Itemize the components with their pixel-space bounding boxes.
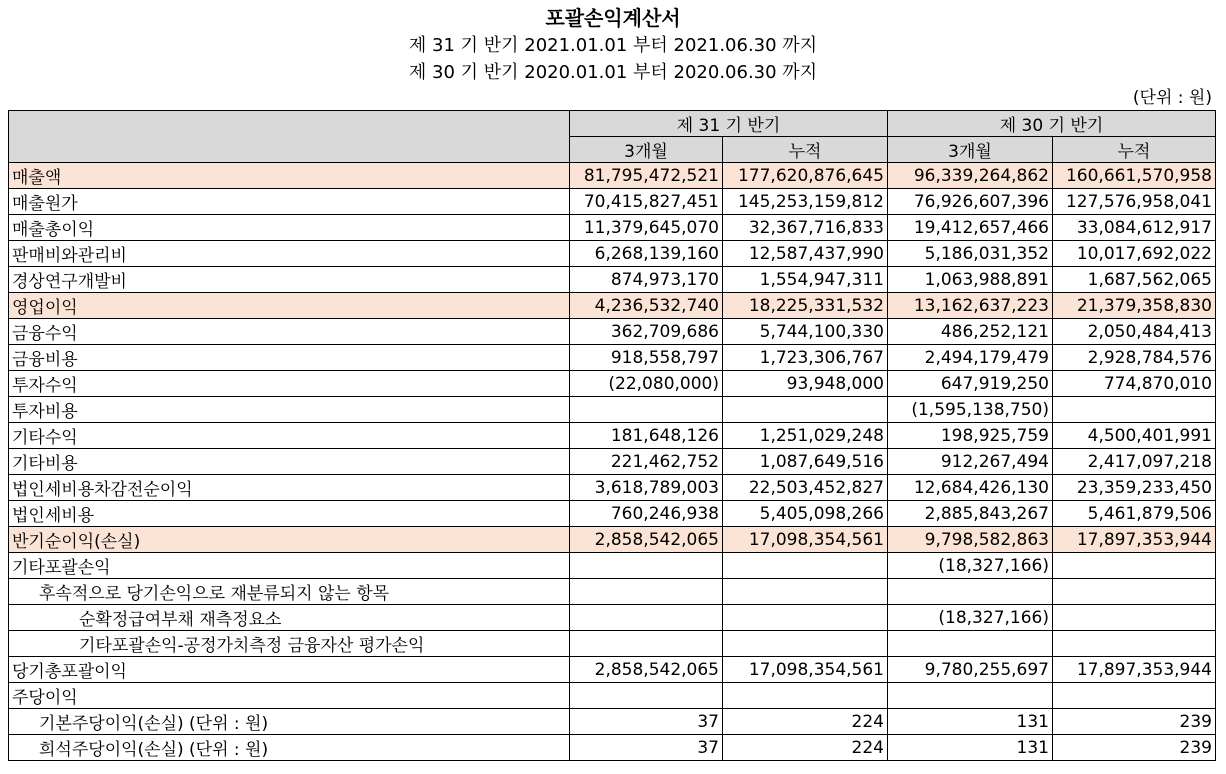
cell-pri-cum: 2,928,784,576: [1053, 345, 1216, 371]
cell-cur-3m: 2,858,542,065: [570, 657, 723, 683]
table-row: [9, 397, 1216, 423]
row-label: 후속적으로 당기손익으로 재분류되지 않는 항목: [9, 579, 570, 605]
cell-pri-3m: 76,926,607,396: [888, 189, 1053, 215]
cell-cur-3m: [570, 631, 723, 657]
group-prior-header: 제 30 기 반기: [888, 111, 1216, 137]
cell-cur-cum: [723, 397, 888, 423]
cell-cur-3m: 6,268,139,160: [570, 241, 723, 267]
table-row: [9, 215, 1216, 241]
cell-pri-3m: 13,162,637,223: [888, 293, 1053, 319]
table-row: [9, 683, 1216, 709]
cell-pri-3m: 912,267,494: [888, 449, 1053, 475]
row-label: 투자비용: [9, 397, 570, 423]
table-row: [9, 293, 1216, 319]
cell-pri-cum: 5,461,879,506: [1053, 501, 1216, 527]
cell-pri-cum: 774,870,010: [1053, 371, 1216, 397]
cell-cur-cum: [723, 579, 888, 605]
cell-pri-cum: [1053, 397, 1216, 423]
table-row: [9, 423, 1216, 449]
cell-pri-cum: [1053, 683, 1216, 709]
header-row-groups: [9, 111, 1216, 137]
row-label: 매출총이익: [9, 215, 570, 241]
table-row: [9, 189, 1216, 215]
cell-pri-3m: 1,063,988,891: [888, 267, 1053, 293]
cell-cur-3m: 760,246,938: [570, 501, 723, 527]
row-label: 판매비와관리비: [9, 241, 570, 267]
row-label: 기타포괄손익: [9, 553, 570, 579]
cell-pri-3m: 131: [888, 709, 1053, 735]
cell-pri-cum: 4,500,401,991: [1053, 423, 1216, 449]
table-row: [9, 449, 1216, 475]
cell-cur-cum: 17,098,354,561: [723, 527, 888, 553]
row-label: 주당이익: [9, 683, 570, 709]
cell-cur-cum: [723, 553, 888, 579]
prior-cum-header: 누적: [1053, 137, 1216, 163]
row-label: 기타수익: [9, 423, 570, 449]
row-label: 금융수익: [9, 319, 570, 345]
cell-cur-3m: [570, 553, 723, 579]
current-cum-header: 누적: [723, 137, 888, 163]
cell-pri-3m: (18,327,166): [888, 553, 1053, 579]
cell-cur-cum: 177,620,876,645: [723, 163, 888, 189]
cell-cur-cum: 22,503,452,827: [723, 475, 888, 501]
cell-pri-3m: 2,885,843,267: [888, 501, 1053, 527]
cell-cur-cum: 224: [723, 709, 888, 735]
cell-cur-cum: [723, 605, 888, 631]
cell-cur-cum: 224: [723, 735, 888, 761]
cell-cur-3m: 2,858,542,065: [570, 527, 723, 553]
cell-pri-3m: [888, 683, 1053, 709]
row-label: 기타비용: [9, 449, 570, 475]
table-row: [9, 475, 1216, 501]
table-row: [9, 605, 1216, 631]
cell-cur-cum: 1,723,306,767: [723, 345, 888, 371]
cell-cur-3m: 4,236,532,740: [570, 293, 723, 319]
cell-pri-3m: [888, 631, 1053, 657]
cell-pri-cum: 1,687,562,065: [1053, 267, 1216, 293]
row-label: 기본주당이익(손실) (단위 : 원): [9, 709, 570, 735]
statement-body: [9, 163, 1216, 761]
cell-pri-cum: 127,576,958,041: [1053, 189, 1216, 215]
income-statement-table: [8, 110, 1216, 761]
cell-cur-cum: 32,367,716,833: [723, 215, 888, 241]
table-row: [9, 631, 1216, 657]
table-row: [9, 345, 1216, 371]
cell-pri-3m: 486,252,121: [888, 319, 1053, 345]
cell-cur-cum: 17,098,354,561: [723, 657, 888, 683]
unit-label: (단위 : 원): [1132, 88, 1212, 108]
cell-pri-3m: 96,339,264,862: [888, 163, 1053, 189]
group-current-header: 제 31 기 반기: [570, 111, 888, 137]
cell-cur-3m: 37: [570, 709, 723, 735]
row-label: 반기순이익(손실): [9, 527, 570, 553]
row-label: 법인세비용차감전순이익: [9, 475, 570, 501]
table-row: [9, 501, 1216, 527]
cell-cur-cum: 1,554,947,311: [723, 267, 888, 293]
table-row: [9, 371, 1216, 397]
cell-pri-cum: [1053, 605, 1216, 631]
cell-cur-3m: 11,379,645,070: [570, 215, 723, 241]
account-header: [9, 111, 570, 163]
cell-cur-cum: 1,251,029,248: [723, 423, 888, 449]
row-label: 법인세비용: [9, 501, 570, 527]
row-label: 경상연구개발비: [9, 267, 570, 293]
cell-pri-cum: 160,661,570,958: [1053, 163, 1216, 189]
cell-cur-3m: 37: [570, 735, 723, 761]
cell-pri-cum: [1053, 553, 1216, 579]
prior-3m-header: 3개월: [888, 137, 1053, 163]
cell-cur-cum: 145,253,159,812: [723, 189, 888, 215]
cell-cur-cum: [723, 631, 888, 657]
table-row: [9, 319, 1216, 345]
cell-pri-3m: 131: [888, 735, 1053, 761]
cell-cur-cum: 93,948,000: [723, 371, 888, 397]
current-3m-header: 3개월: [570, 137, 723, 163]
cell-cur-3m: 70,415,827,451: [570, 189, 723, 215]
cell-pri-3m: 9,780,255,697: [888, 657, 1053, 683]
table-row: [9, 709, 1216, 735]
cell-cur-3m: 874,973,170: [570, 267, 723, 293]
row-label: 매출원가: [9, 189, 570, 215]
cell-cur-cum: 18,225,331,532: [723, 293, 888, 319]
row-label: 순확정급여부채 재측정요소: [9, 605, 570, 631]
cell-pri-cum: 17,897,353,944: [1053, 527, 1216, 553]
cell-pri-3m: 19,412,657,466: [888, 215, 1053, 241]
row-label: 영업이익: [9, 293, 570, 319]
cell-pri-3m: 12,684,426,130: [888, 475, 1053, 501]
table-row: [9, 553, 1216, 579]
cell-pri-cum: 21,379,358,830: [1053, 293, 1216, 319]
row-label: 당기총포괄이익: [9, 657, 570, 683]
table-row: [9, 527, 1216, 553]
cell-pri-3m: 9,798,582,863: [888, 527, 1053, 553]
cell-pri-3m: 2,494,179,479: [888, 345, 1053, 371]
row-label: 금융비용: [9, 345, 570, 371]
cell-pri-cum: 239: [1053, 709, 1216, 735]
cell-cur-3m: (22,080,000): [570, 371, 723, 397]
cell-cur-3m: 3,618,789,003: [570, 475, 723, 501]
period-prior: 제 30 기 반기 2020.01.01 부터 2020.06.30 까지: [408, 62, 818, 83]
cell-cur-cum: [723, 683, 888, 709]
cell-cur-3m: 81,795,472,521: [570, 163, 723, 189]
cell-cur-3m: [570, 579, 723, 605]
table-row: [9, 657, 1216, 683]
row-label: 희석주당이익(손실) (단위 : 원): [9, 735, 570, 761]
cell-cur-3m: [570, 397, 723, 423]
cell-cur-cum: 5,405,098,266: [723, 501, 888, 527]
cell-pri-cum: 33,084,612,917: [1053, 215, 1216, 241]
period-current: 제 31 기 반기 2021.01.01 부터 2021.06.30 까지: [408, 35, 818, 56]
row-label: 기타포괄손익-공정가치측정 금융자산 평가손익: [9, 631, 570, 657]
cell-pri-3m: [888, 579, 1053, 605]
cell-pri-cum: [1053, 579, 1216, 605]
cell-cur-cum: 1,087,649,516: [723, 449, 888, 475]
table-row: [9, 579, 1216, 605]
row-label: 매출액: [9, 163, 570, 189]
cell-cur-3m: 221,462,752: [570, 449, 723, 475]
cell-pri-cum: 17,897,353,944: [1053, 657, 1216, 683]
table-row: [9, 267, 1216, 293]
statement-title: 포괄손익계산서: [545, 6, 681, 30]
cell-pri-cum: 239: [1053, 735, 1216, 761]
cell-cur-3m: [570, 605, 723, 631]
row-label: 투자수익: [9, 371, 570, 397]
cell-cur-cum: 12,587,437,990: [723, 241, 888, 267]
table-row: [9, 163, 1216, 189]
cell-pri-3m: 5,186,031,352: [888, 241, 1053, 267]
cell-pri-cum: 2,050,484,413: [1053, 319, 1216, 345]
cell-pri-3m: 198,925,759: [888, 423, 1053, 449]
cell-pri-cum: 23,359,233,450: [1053, 475, 1216, 501]
cell-pri-cum: [1053, 631, 1216, 657]
cell-pri-3m: 647,919,250: [888, 371, 1053, 397]
cell-pri-3m: (18,327,166): [888, 605, 1053, 631]
cell-pri-3m: (1,595,138,750): [888, 397, 1053, 423]
cell-cur-3m: 362,709,686: [570, 319, 723, 345]
table-row: [9, 735, 1216, 761]
cell-cur-3m: 918,558,797: [570, 345, 723, 371]
table-row: [9, 241, 1216, 267]
cell-cur-3m: [570, 683, 723, 709]
cell-pri-cum: 10,017,692,022: [1053, 241, 1216, 267]
cell-cur-3m: 181,648,126: [570, 423, 723, 449]
cell-cur-cum: 5,744,100,330: [723, 319, 888, 345]
cell-pri-cum: 2,417,097,218: [1053, 449, 1216, 475]
